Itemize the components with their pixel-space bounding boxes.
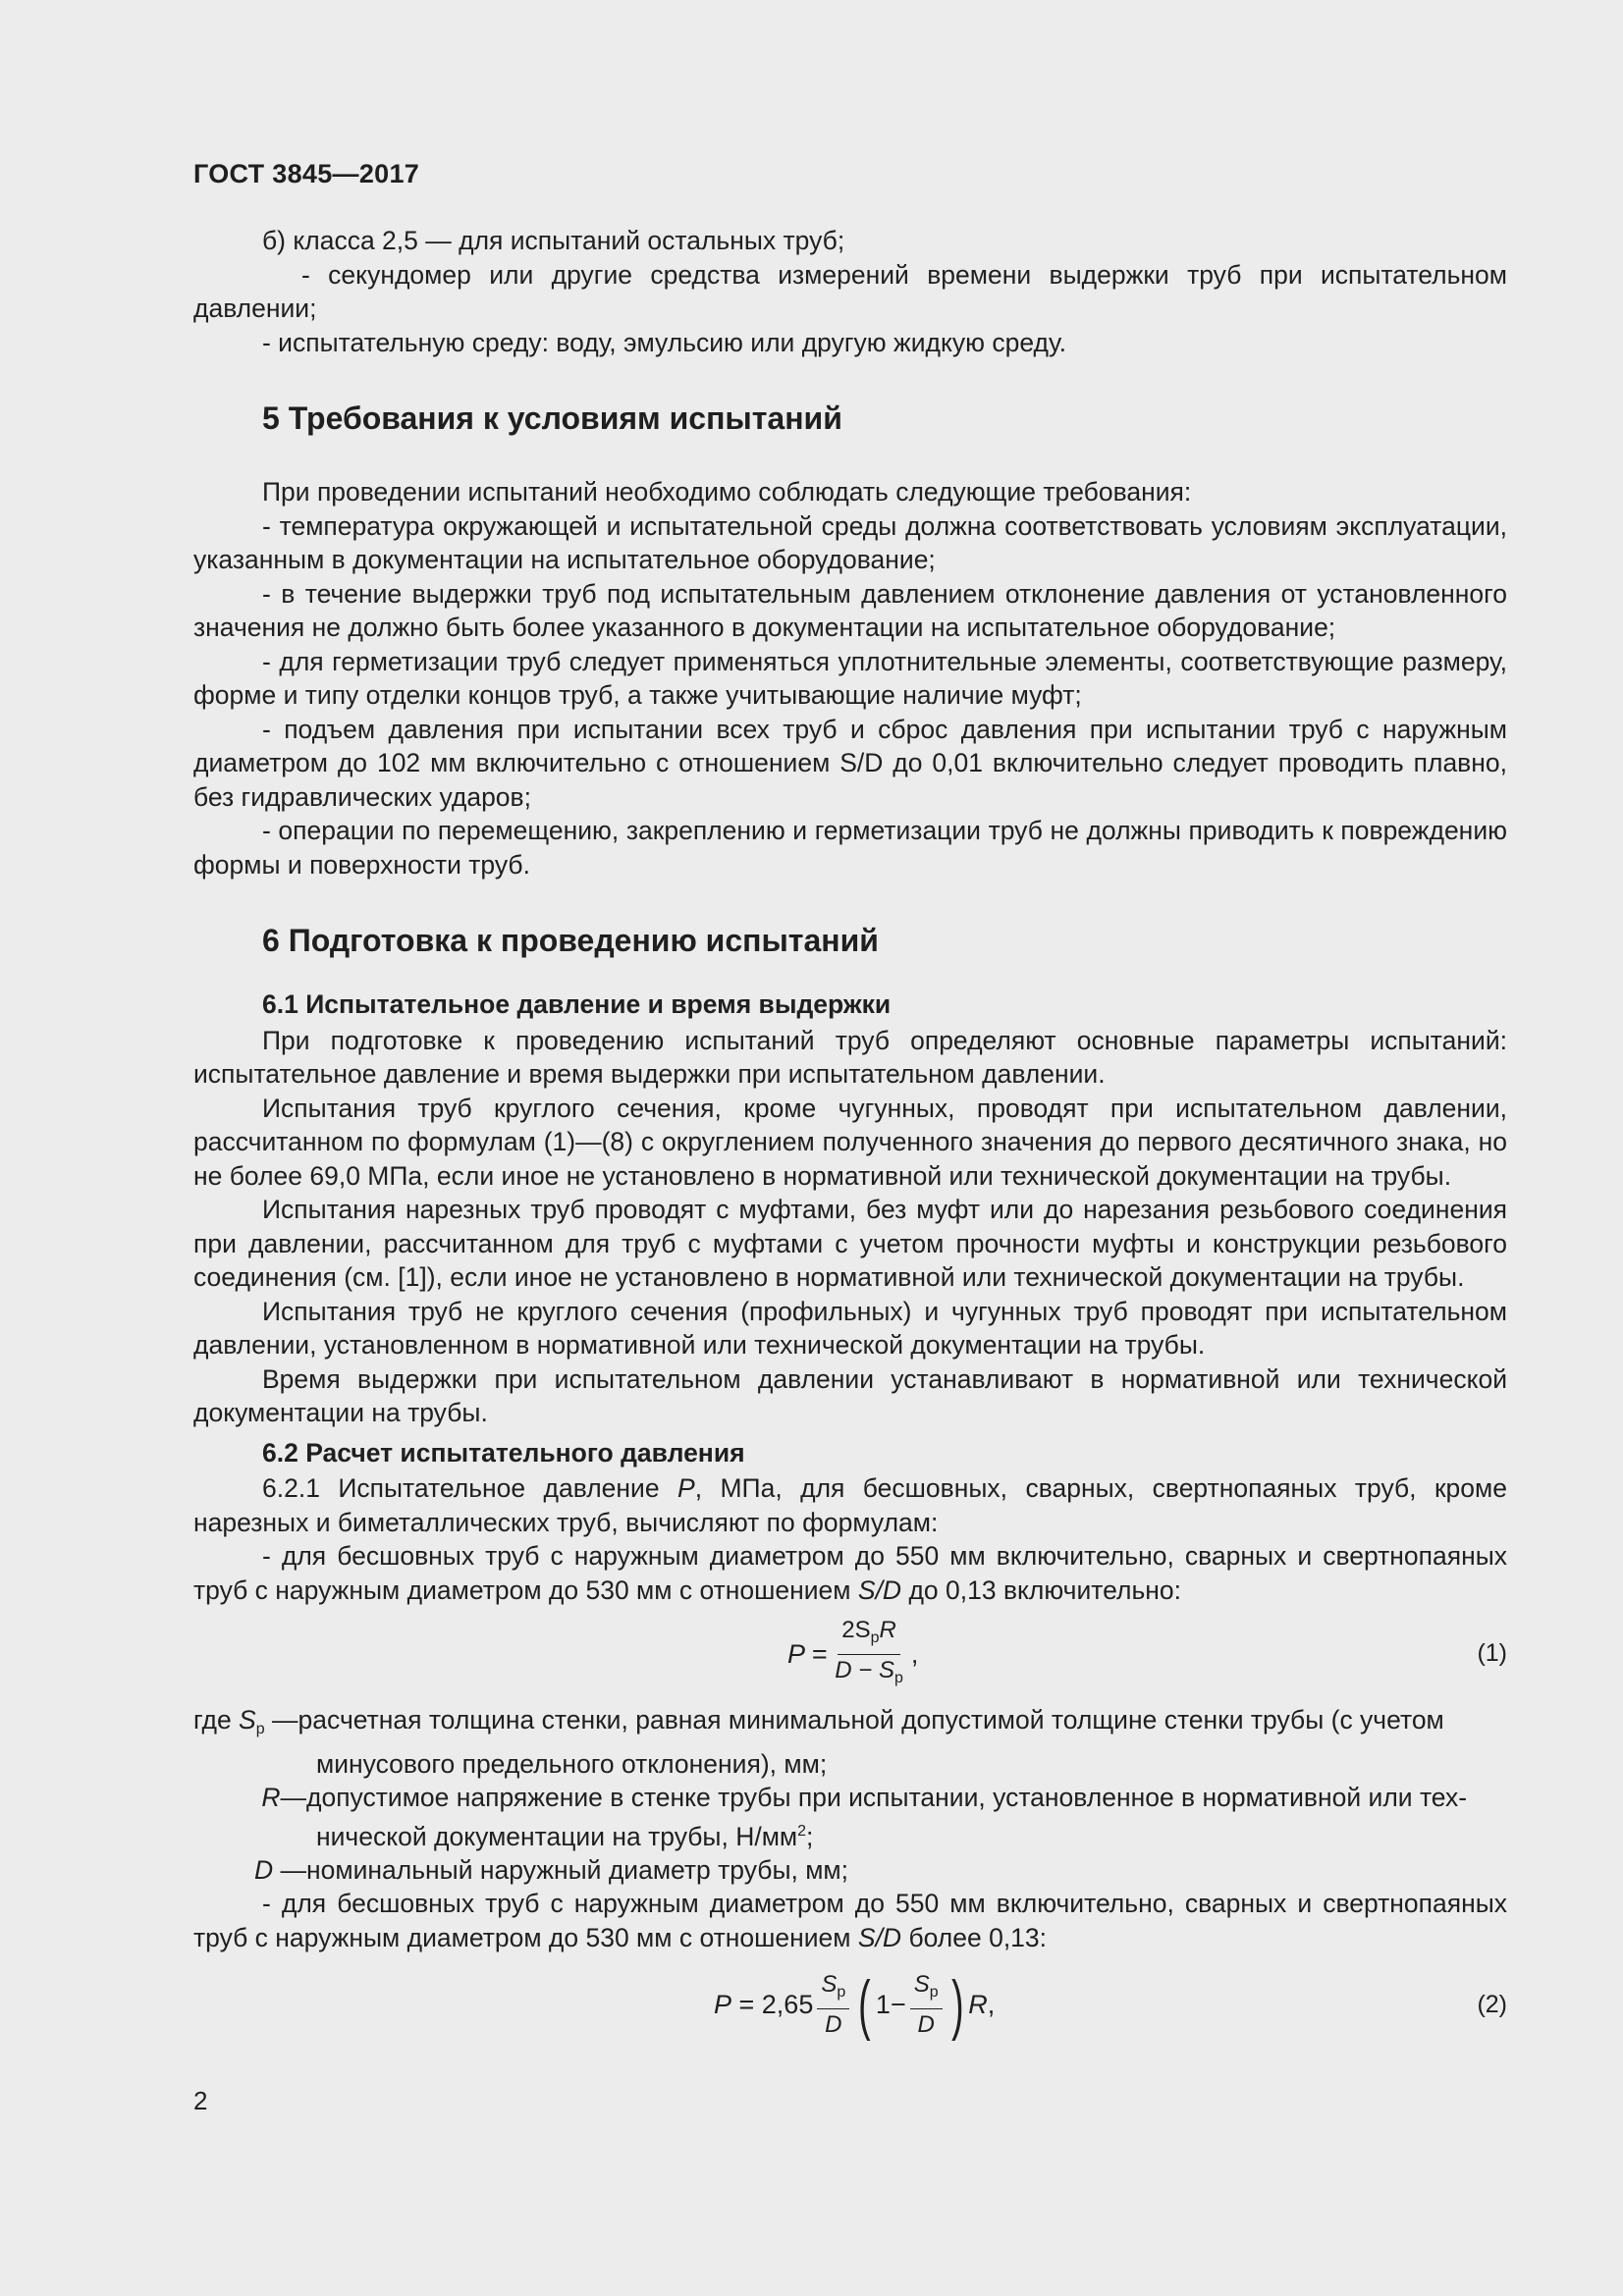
paragraph: Испытания нарезных труб проводят с муфтами, без муфт или до нарезания резьбового соединения при давлении, рассчитанном для труб с муфтами с учетом прочности муфты и конструкции резьбового соединения (см. [1]), если иное не установлено в нормативной или технической документации на трубы. [193,1195,1507,1292]
subsection-6-1-heading: 6.1 Испытательное давление и время выдержки [262,989,892,1019]
paragraph-6-2-1: 6.2.1 Испытательное давление P, МПа, для бесшовных, сварных, свертнопаяных труб, кроме нарезных и биметаллических труб, вычисляют по формулам: [193,1473,1507,1537]
definition-d: D — номинальный наружный диаметр трубы, мм; [253,1854,849,1885]
formula-1-number: (1) [1477,1639,1507,1667]
formula-2-expression: P = 2,65 $\frac{S_p}{D}$ ( 1− $\frac{S_p}{D}$ ) R , [714,1967,996,2043]
list-item-b: б) класса 2,5 — для испытаний остальных труб; [262,226,845,255]
paragraph: Время выдержки при испытательном давлении устанавливают в нормативной или технической документации на трубы. [193,1363,1507,1427]
section-6-heading: 6 Подготовка к проведению испытаний [262,923,879,958]
paragraph: Испытания труб круглого сечения, кроме чугунных, проводят при испытательном давлении, рассчитанном по формулам (1)—(8) с округлением полученного значения до первого десятичного знака, но не более 69,0 МПа, если иное не установлено в нормативной или технической документации на трубы. [193,1093,1507,1191]
section-5-lead: При проведении испытаний необходимо соблюдать следующие требования: [262,477,1192,507]
formula-2 [193,1962,1507,2047]
definition-r: R— допустимое напряжение в стенке трубы при испытании, установленное в нормативной или тех- [261,1783,1468,1812]
section-5-bullet: - в течение выдержки труб под испытательным давлением отклонение давления от установленного значения не должно быть более указанного в документации на испытательное оборудование; [193,578,1507,642]
subsection-6-2-heading: 6.2 Расчет испытательного давления [262,1437,745,1468]
bullet-formula-1-condition: - для бесшовных труб с наружным диаметром до 550 мм включительно, сварных и свертнопаяных труб с наружным диаметром до 530 мм с отношением S/D до 0,13 включительно: [193,1541,1507,1605]
section-5-bullet: - температура окружающей и испытательной среды должна соответствовать условиям эксплуатации, указанным в документации на испытательное оборудование; [193,510,1507,574]
standard-header: ГОСТ 3845—2017 [193,159,420,188]
definition-sp-cont: минусового предельного отклонения), мм; [316,1748,828,1779]
paragraph: Испытания труб не круглого сечения (профильных) и чугунных труб проводят при испытательном давлении, установленном в нормативной или технической документации на трубы. [193,1296,1507,1360]
definition-sp: где $S_p$ — расчетная толщина стенки, равная минимальной допустимой толщине стенки трубы (с учетом [193,1705,1444,1737]
page-number: 2 [193,2086,208,2115]
formula-1-expression: P = $\frac{2S_pR}{D - S_p}$ , [787,1616,919,1686]
section-5-heading: 5 Требования к условиям испытаний [262,400,842,436]
paragraph: При подготовке к проведению испытаний труб определяют основные параметры испытаний: испытательное давление и время выдержки при испытательном давлении. [193,1025,1507,1089]
formula-1 [193,1615,1507,1693]
definition-r-cont: нической документации на трубы, $Н/мм^2$; [316,1821,814,1851]
formula-2-number: (2) [1477,1991,1507,2019]
bullet-medium: - испытательную среду: воду, эмульсию или другую жидкую среду. [262,327,1066,357]
formula-definitions [193,1703,1507,1887]
bullet-formula-2-condition: - для бесшовных труб с наружным диаметром до 550 мм включительно, сварных и свертнопаяных труб с наружным диаметром до 530 мм с отношением S/D более 0,13: [193,1889,1507,1952]
section-5-bullet: - для герметизации труб следует применяться уплотнительные элементы, соответствующие размеру, форме и типу отделки концов труб, а также учитывающие наличие муфт; [193,646,1507,710]
bullet-stopwatch: - секундомер или другие средства измерений времени выдержки труб при испытательном давлении; [193,259,1507,323]
page-content [193,224,1507,2056]
section-5-bullet: - операции по перемещению, закреплению и герметизации труб не должны приводить к повреждению формы и поверхности труб. [193,816,1507,880]
section-5-bullet: - подъем давления при испытании всех труб и сброс давления при испытании труб с наружным диаметром до 102 мм включительно с отношением S/D до 0,01 включительно следует проводить плавно, без гидравлических ударов; [193,714,1507,812]
